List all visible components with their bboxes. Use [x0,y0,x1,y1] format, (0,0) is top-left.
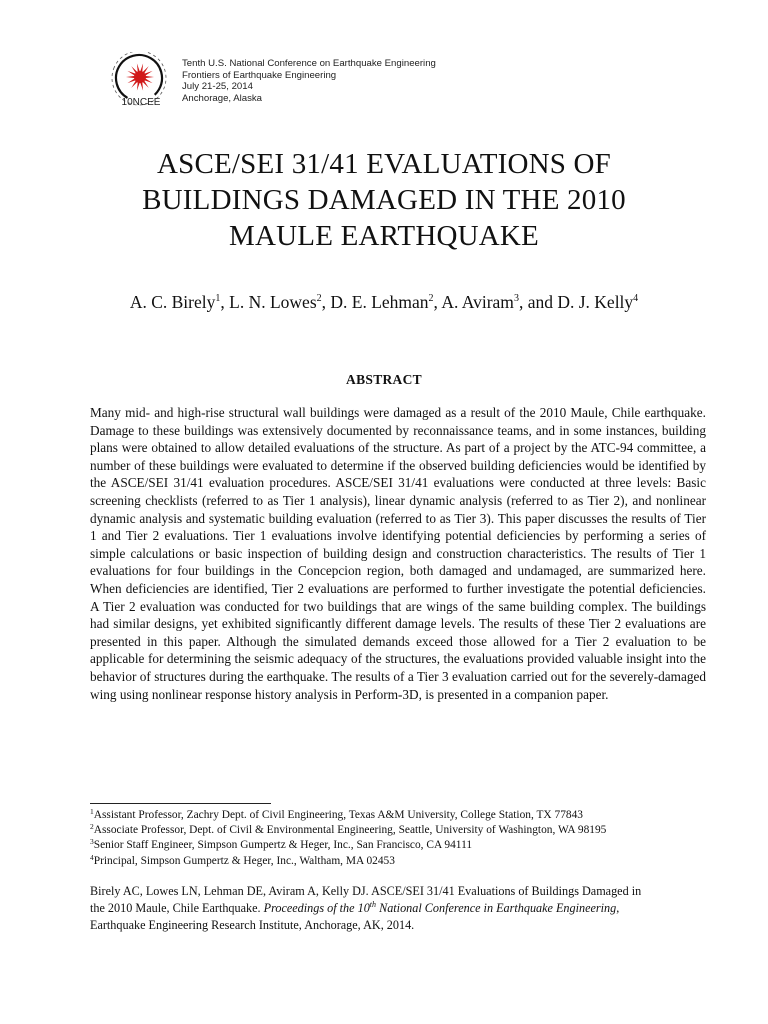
author: L. N. Lowes$^2$, [229,292,331,312]
author: D. E. Lehman$^2$, [330,292,442,312]
logo-label: 10NCEE [121,97,161,108]
footnote-rule [90,803,271,804]
conference-theme: Frontiers of Earthquake Engineering [182,69,337,81]
title-line: ASCE/SEI 31/41 EVALUATIONS OF [157,148,611,180]
author: D. J. Kelly$^4$ [557,292,639,312]
citation-line: the 2010 Maule, Chile Earthquake. Proceedings of the 10th National Conference in Earthquake Engineering, [90,900,620,915]
footnote: $^3$Senior Staff Engineer, Simpson Gumpertz & Heger, Inc., San Francisco, CA 94111 [90,837,473,852]
title-line: BUILDINGS DAMAGED IN THE 2010 [142,184,626,216]
citation-line: Earthquake Engineering Research Institute, Anchorage, AK, 2014. [90,918,415,932]
abstract-heading: ABSTRACT [346,372,422,387]
author: A. C. Birely$^1$, [129,292,230,312]
ncee-logo [96,52,182,108]
paper-title [60,146,708,254]
footnote: $^4$Principal, Simpson Gumpertz & Heger, Inc., Waltham, MA 02453 [90,852,395,867]
conference-location: Anchorage, Alaska [182,92,263,104]
author-list [60,290,708,315]
burst-core [134,71,146,83]
earthquake-burst [126,63,154,90]
author: A. Aviram$^3$, and [441,292,558,312]
citation [90,883,710,934]
title-line: MAULE EARTHQUAKE [229,220,539,252]
conference-dates: July 21-25, 2014 [182,81,253,93]
abstract-text: Many mid- and high-rise structural wall buildings were damaged as a result of the 2010 Maule, Chile earthquake. Damage to these buildings was extensively documented by reconnaissance teams, and in some instances, building plans were obtained to allow detailed evaluations of the structure. As part of a project by the ATC-94 committee, a number of these buildings were evaluated to determine if the observed building deficiencies would be identified by the ASCE/SEI 31/41 evaluation procedures. ASCE/SEI 31/41 evaluations were conducted at three levels: Basic screening checklists (referred to as Tier 1 analysis), linear dynamic analysis (referred to as Tier 2), and nonlinear dynamic analysis and systematic building evaluation (referred to as Tier 3). This paper discusses the results of Tier 1 and Tier 2 evaluations. Tier 1 evaluations involve identifying potential deficiencies by performing a series of simple calculations or basic inspection of building design and construction characteristics. The results of Tier 1 evaluations for four buildings in the Concepcion region, both damaged and undamaged, are summarized here. When deficiencies are identified, Tier 2 evaluations are performed to further investigate the potential deficiencies. A Tier 2 evaluation was conducted for two buildings that are wings of the same building complex. The buildings had similar designs, yet exhibited significantly different damage levels. The results of these Tier 2 evaluations are presented in this paper. Although the simulated demands exceed those allowed for a Tier 2 evaluation to be applicable for determining the seismic adequacy of the structures, the evaluations provided valuable insight into the behavior of structures during the earthquake. The results of a Tier 3 evaluation carried out for the severely-damaged wing using nonlinear response history analysis in Perform-3D, is presented in a companion paper. [90,405,706,702]
footnote: $^2$Associate Professor, Dept. of Civil & Environmental Engineering, Seattle, University of Washington, WA 98195 [90,822,607,837]
footnote: $^1$Assistant Professor, Zachry Dept. of Civil Engineering, Texas A&M University, College Station, TX 77843 [90,807,583,821]
citation-line: Birely AC, Lowes LN, Lehman DE, Aviram A, Kelly DJ. ASCE/SEI 31/41 Evaluations of Buildings Damaged in [90,884,642,898]
conference-info [182,58,436,104]
footnotes [90,808,710,869]
conference-name: Tenth U.S. National Conference on Earthquake Engineering [182,58,436,69]
